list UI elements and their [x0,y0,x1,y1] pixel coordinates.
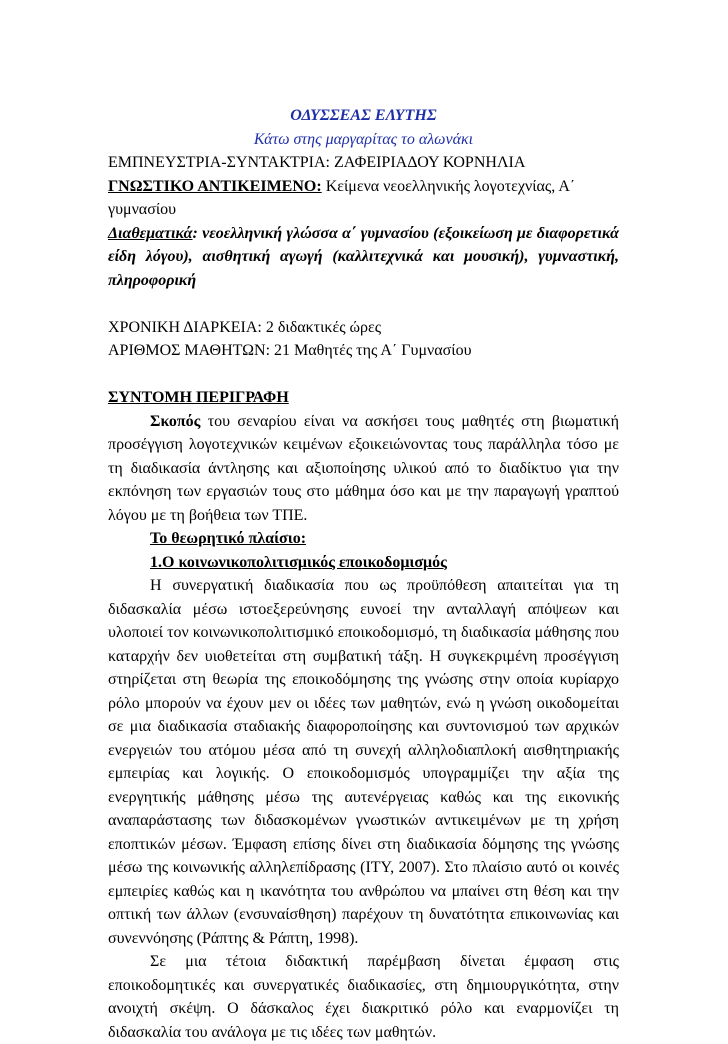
cross-curricular-value: : νεοελληνική γλώσσα α΄ γυμνασίου (εξοικείωση με διαφορετικά είδη λόγου), αισθητική αγωγή (καλλιτεχνικά και μουσική), γυμναστική, πληροφορική [108,224,619,289]
spacer [108,363,619,387]
aim-text: του σεναρίου είναι να ασκήσει τους μαθητές στη βιωματική προσέγγιση λογοτεχνικών κειμένων εξοικειώνοντας τους παράλληλα τόσο με τη διαδικασία άντλησης και αξιοποίησης υλικού από το διαδίκτυο για την εκπόνηση των εργασιών τους στο μάθημα όσο και με την παραγωγή γραπτού λόγου με τη βοήθεια των ΤΠΕ. [108,412,619,524]
document-page [108,104,619,1044]
framework-heading: Το θεωρητικό πλαίσιο: [150,530,307,547]
subject-value: Κείμενα νεοελληνικής λογοτεχνίας, Α΄ γυμνασίου [108,177,576,218]
framework-paragraph-1: Η συνεργατική διαδικασία που ως προϋπόθεση απαιτείται για τη διδασκαλία μέσω ιστοεξερεύνησης ευνοεί την ανταλλαγή απόψεων και υλοποιεί τον κοινωνικοπολιτισμικό εποικοδομισμό, τη διαδικασία μάθησης που καταρχήν δεν υιοθετείται στη συμβατική τάξη. Η συγκεκριμένη προσέγγιση στηρίζεται στη θεωρία της εποικοδόμησης της γνώσης στην οποία κυρίαρχο ρόλο μπορούν να έχουν μεν οι ιδέες των μαθητών, ενώ η γνώση οικοδομείται σε μια διαδικασία σταδιακής διαφοροποίησης και συντονισμού των αρχικών ενεργειών του ατόμου μέσα από τη συνεχή αλληλοδιαπλοκή αισθητηριακής εμπειρίας και λογικής. Ο εποικοδομισμός υπογραμμίζει την αξία της ενεργητικής μάθησης μέσω της αυτενέργειας καθώς και της εικονικής αναπαράστασης των διδασκομένων γνωστικών αντικειμένων με τη χρήση εποπτικών μέσων. Έμφαση επίσης δίνει στη διαδικασία δόμησης της γνώσης μέσω της κοινωνικής αλληλεπίδρασης (ΙΤΥ, 2007). Στο πλαίσιο αυτό οι κοινές εμπειρίες καθώς και η ικανότητα του ανθρώπου να μπαίνει στη θέση και την οπτική των άλλων (ενσυναίσθηση) παρέχουν τη δυνατότητα επικοινωνίας και συνεννόησης (Ράπτης & Ράπτη, 1998). [108,577,619,947]
cross-curricular-label: Διαθεματικά [108,224,193,242]
aim-label: Σκοπός [150,412,201,430]
poet-title: ΟΔΥΣΣΕΑΣ ΕΛΥΤΗΣ [290,107,437,124]
cross-curricular-line [108,222,619,293]
aim-paragraph [108,410,619,528]
description-heading: ΣΥΝΤΟΜΗ ΠΕΡΙΓΡΑΦΗ [108,389,289,406]
framework-paragraph-2: Σε μια τέτοια διδακτική παρέμβαση δίνεται έμφαση στις εποικοδομητικές και συνεργατικές διαδικασίες, στη δημιουργικότητα, στην ανοιχτή σκέψη. Ο δάσκαλος έχει διακριτικό ρόλο και εναρμονίζει τη διδασκαλία του ανάλογα με τις ιδέες των μαθητών. [108,953,619,1041]
subject-label: ΓΝΩΣΤΙΚΟ ΑΝΤΙΚΕΙΜΕΝΟ: [108,177,322,195]
author-line: ΕΜΠΝΕΥΣΤΡΙΑ-ΣΥΝΤΑΚΤΡΙΑ: ΖΑΦΕΙΡΙΑΔΟΥ ΚΟΡΝΗΛΙΑ [108,154,526,171]
section1-heading: 1.Ο κοινωνικοπολιτισμικός εποικοδομισμός [150,553,447,571]
students-line: ΑΡΙΘΜΟΣ ΜΑΘΗΤΩΝ: 21 Μαθητές της Α΄ Γυμνασίου [108,342,472,359]
subject-line [108,175,619,222]
poem-title: Κάτω στης μαργαρίτας το αλωνάκι [253,130,474,148]
duration-line: ΧΡΟΝΙΚΗ ΔΙΑΡΚΕΙΑ: 2 διδακτικές ώρες [108,318,382,336]
spacer [108,292,619,316]
